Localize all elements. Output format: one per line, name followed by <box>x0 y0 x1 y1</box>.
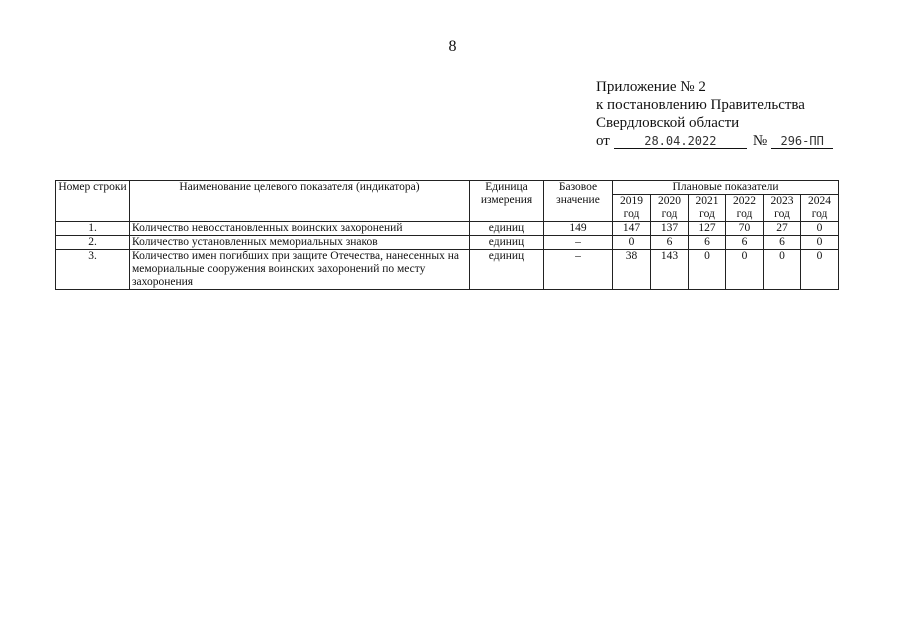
unit-cell: единиц <box>470 236 544 250</box>
date-prefix: от <box>596 133 610 149</box>
header-planned: Плановые показатели <box>613 181 839 195</box>
appendix-block <box>596 78 896 150</box>
header-year: 2021 год <box>689 195 726 222</box>
unit-cell: единиц <box>470 250 544 290</box>
header-year: 2019 год <box>613 195 651 222</box>
base-value-cell: 149 <box>544 222 613 236</box>
year-value: 6 <box>764 236 801 250</box>
year-value: 27 <box>764 222 801 236</box>
year-value: 0 <box>726 250 764 290</box>
appendix-date-number <box>596 132 896 150</box>
year-value: 6 <box>651 236 689 250</box>
table-row <box>56 236 839 250</box>
document-date: 28.04.2022 <box>614 134 747 149</box>
indicators-table <box>55 180 839 290</box>
year-value: 6 <box>689 236 726 250</box>
header-unit: Единица измерения <box>470 181 544 222</box>
base-value-cell: – <box>544 236 613 250</box>
year-value: 137 <box>651 222 689 236</box>
indicator-name: Количество установленных мемориальных знаков <box>130 236 470 250</box>
year-value: 127 <box>689 222 726 236</box>
year-value: 6 <box>726 236 764 250</box>
header-year: 2020 год <box>651 195 689 222</box>
year-value: 38 <box>613 250 651 290</box>
year-value: 0 <box>689 250 726 290</box>
page-number: 8 <box>448 38 457 55</box>
header-year: 2023 год <box>764 195 801 222</box>
appendix-resolution: к постановлению Правительства <box>596 97 805 113</box>
year-value: 0 <box>801 236 839 250</box>
indicator-name: Количество невосстановленных воинских захоронений <box>130 222 470 236</box>
row-number: 3. <box>56 250 130 290</box>
row-number: 1. <box>56 222 130 236</box>
table-row <box>56 222 839 236</box>
number-prefix: № <box>752 133 768 149</box>
header-base-value: Базовое значение <box>544 181 613 222</box>
appendix-title: Приложение № 2 <box>596 79 706 95</box>
base-value-cell: – <box>544 250 613 290</box>
year-value: 147 <box>613 222 651 236</box>
header-year: 2024 год <box>801 195 839 222</box>
header-year: 2022 год <box>726 195 764 222</box>
header-row-number: Номер строки <box>56 181 130 222</box>
year-value: 0 <box>801 222 839 236</box>
table-row <box>56 250 839 290</box>
document-number: 296-ПП <box>771 134 833 149</box>
year-value: 0 <box>613 236 651 250</box>
year-value: 0 <box>764 250 801 290</box>
year-value: 70 <box>726 222 764 236</box>
header-row-1 <box>56 181 839 195</box>
appendix-region: Свердловской области <box>596 115 740 131</box>
year-value: 0 <box>801 250 839 290</box>
indicator-name: Количество имен погибших при защите Отечества, нанесенных на мемориальные сооружения воинских захоронений по месту захоронения <box>130 250 470 290</box>
row-number: 2. <box>56 236 130 250</box>
header-indicator-name: Наименование целевого показателя (индикатора) <box>130 181 470 222</box>
year-value: 143 <box>651 250 689 290</box>
unit-cell: единиц <box>470 222 544 236</box>
